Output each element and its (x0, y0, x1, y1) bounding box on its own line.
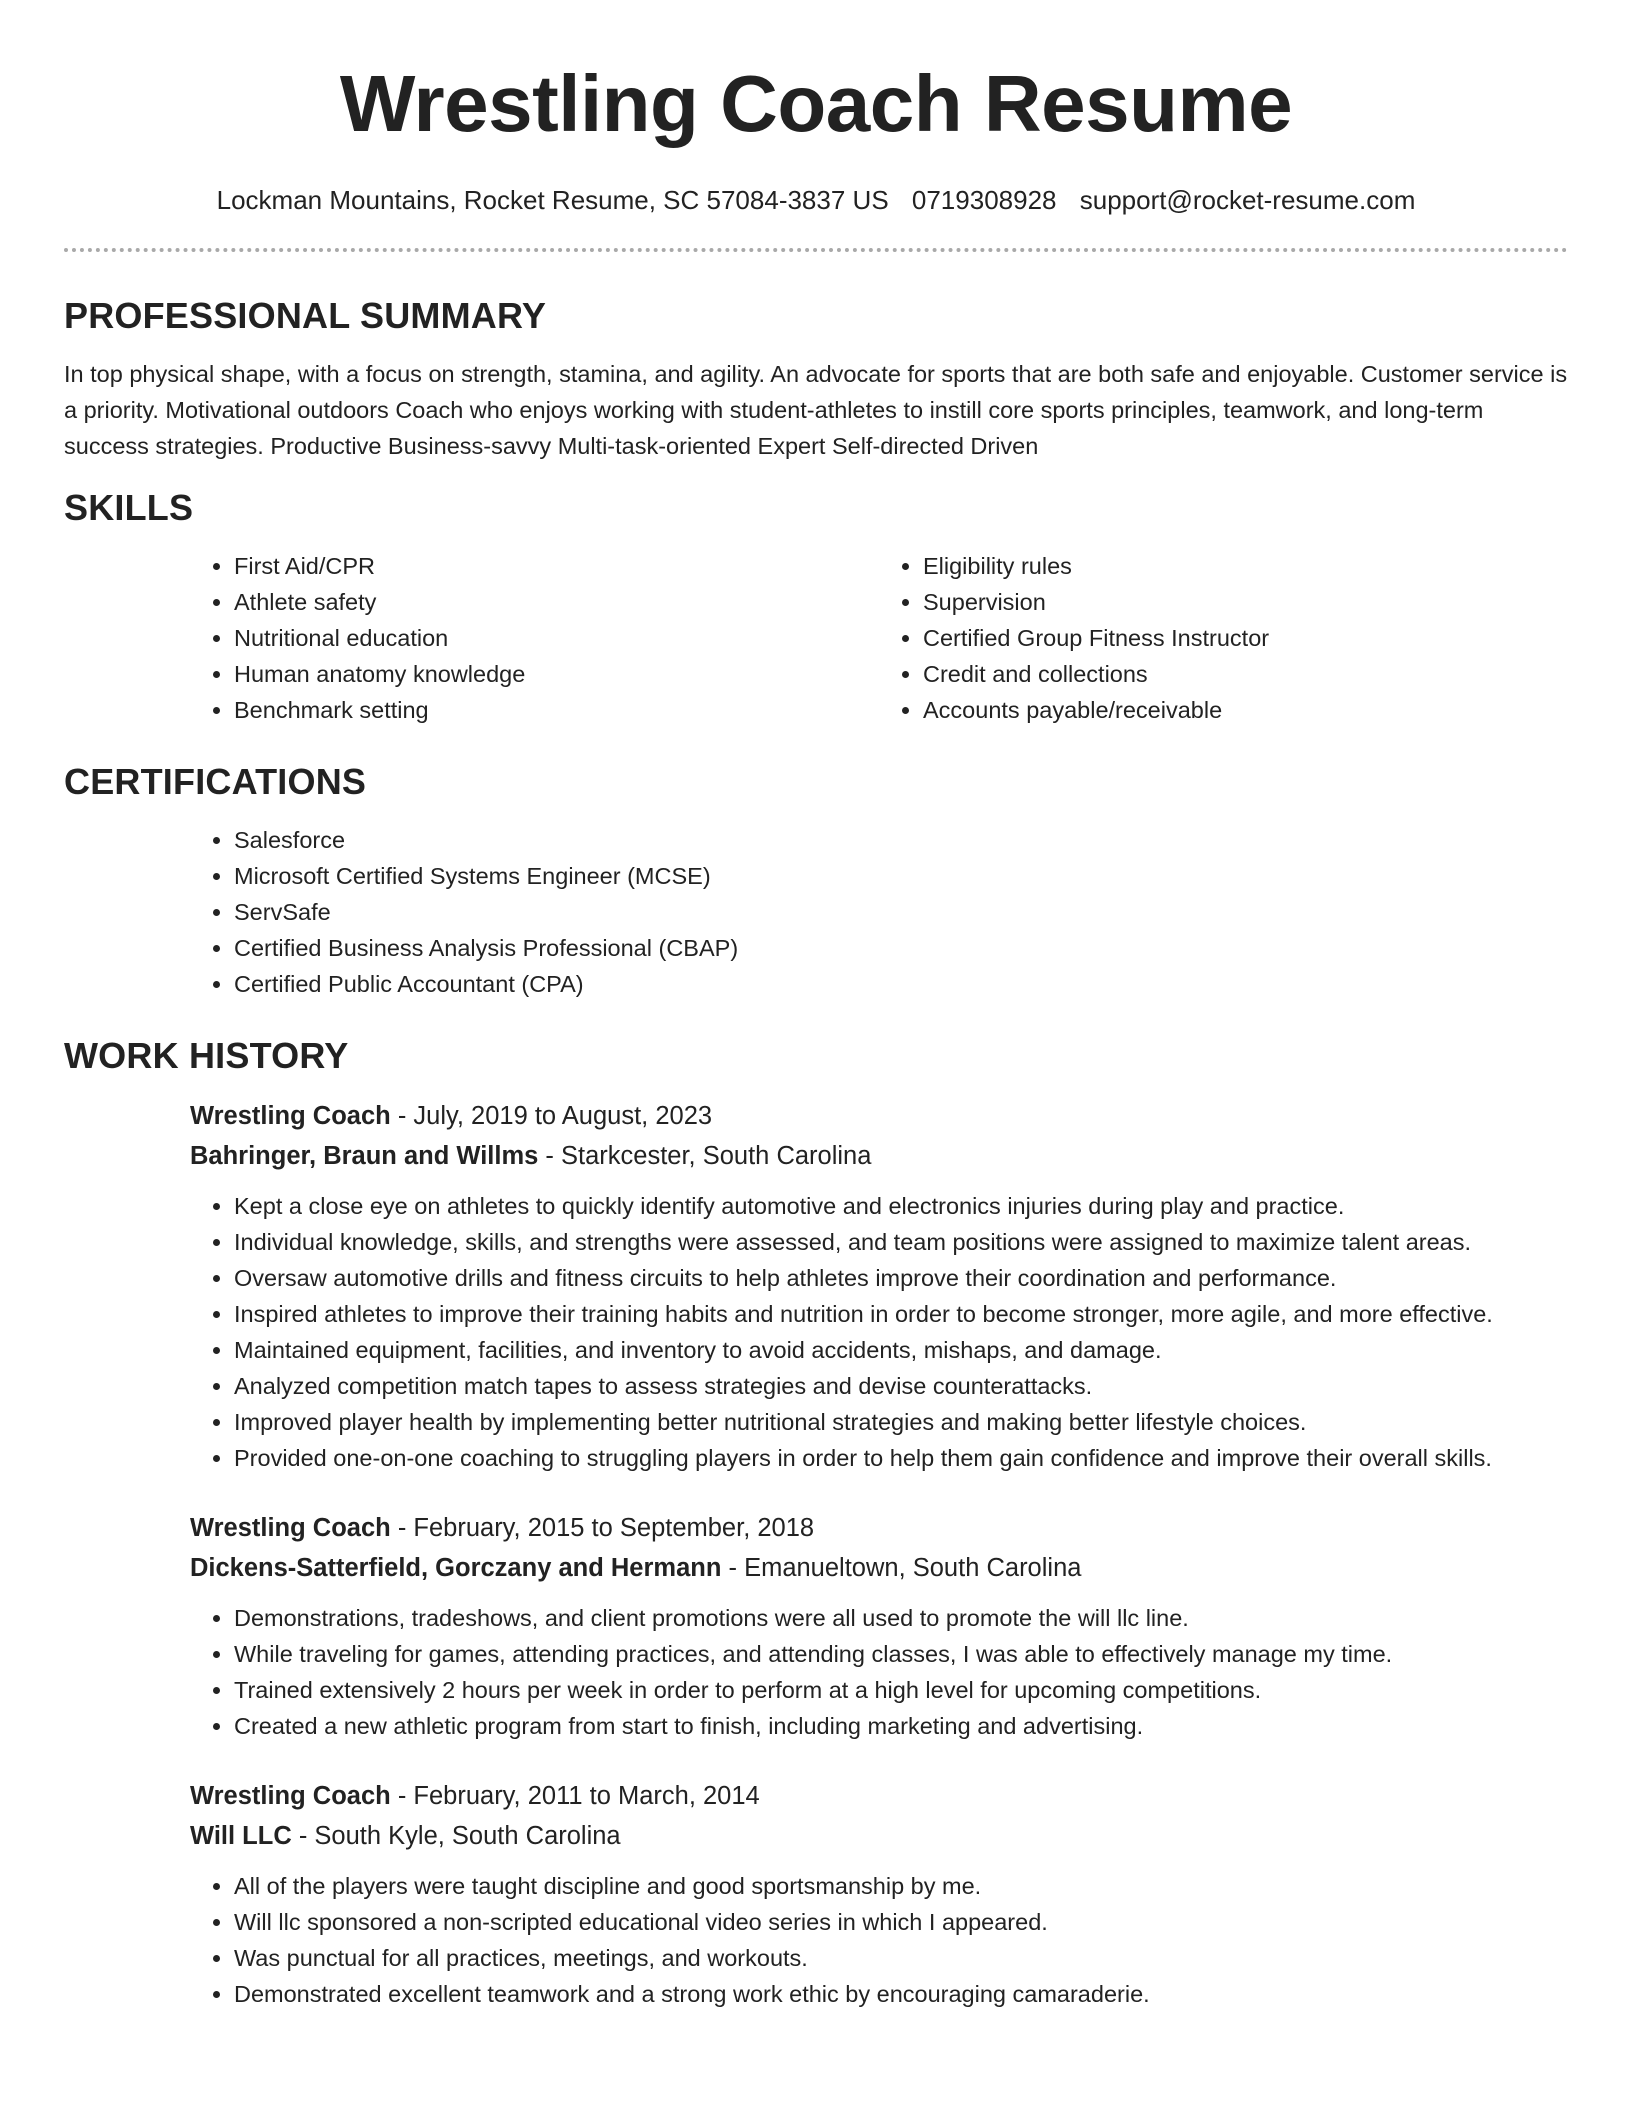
job-company: Dickens-Satterfield, Gorczany and Hermann (190, 1554, 722, 1582)
job-dates: - February, 2015 to September, 2018 (390, 1514, 815, 1542)
job-title-line (190, 1508, 1568, 1548)
contact-phone: 0719308928 (911, 185, 1057, 215)
job-company: Bahringer, Braun and Willms (190, 1142, 539, 1170)
summary-heading: PROFESSIONAL SUMMARY (64, 295, 547, 336)
certification-item: • Salesforce (234, 822, 1568, 858)
job-bullet: • Demonstrations, tradeshows, and client promotions were all used to promote the will llc line. (234, 1600, 1568, 1636)
job-title-line (190, 1776, 1568, 1816)
job-bullet: • Provided one-on-one coaching to struggling players in order to help them gain confidence and improve their overall skills. (234, 1440, 1568, 1476)
job-bullet: • Trained extensively 2 hours per week in order to perform at a high level for upcoming competitions. (234, 1672, 1568, 1708)
job-bullet: • All of the players were taught discipline and good sportsmanship by me. (234, 1868, 1568, 1904)
job-entry (190, 1776, 1568, 2012)
job-bullets (190, 1868, 1568, 2012)
job-bullet: • Created a new athletic program from start to finish, including marketing and advertising. (234, 1708, 1568, 1744)
job-dates: - February, 2011 to March, 2014 (390, 1782, 760, 1810)
skill-item: • Athlete safety (234, 584, 879, 620)
job-title: Wrestling Coach (190, 1782, 391, 1810)
job-entry (190, 1096, 1568, 1476)
job-bullet: • Kept a close eye on athletes to quickly identify automotive and electronics injuries during play and practice. (234, 1188, 1568, 1224)
job-location: - Starkcester, South Carolina (538, 1142, 872, 1170)
skill-item: • Nutritional education (234, 620, 879, 656)
job-bullet: • Inspired athletes to improve their training habits and nutrition in order to become stronger, more agile, and more effective. (234, 1296, 1568, 1332)
job-location: - South Kyle, South Carolina (291, 1822, 621, 1850)
skill-item: • Certified Group Fitness Instructor (923, 620, 1568, 656)
certifications-heading: CERTIFICATIONS (64, 761, 367, 802)
job-bullet: • Will llc sponsored a non-scripted educational video series in which I appeared. (234, 1904, 1568, 1940)
certification-item: • ServSafe (234, 894, 1568, 930)
skill-item: • Human anatomy knowledge (234, 656, 879, 692)
skill-item: • Supervision (923, 584, 1568, 620)
job-bullet: • Analyzed competition match tapes to assess strategies and devise counterattacks. (234, 1368, 1568, 1404)
job-title: Wrestling Coach (190, 1514, 391, 1542)
skill-item: • Benchmark setting (234, 692, 879, 728)
skills-heading: SKILLS (64, 487, 194, 528)
skills-list (190, 548, 1568, 728)
job-location: - Emanueltown, South Carolina (721, 1554, 1082, 1582)
skills-column-right (879, 548, 1568, 728)
certification-item: • Microsoft Certified Systems Engineer (MCSE) (234, 858, 1568, 894)
job-dates: - July, 2019 to August, 2023 (390, 1102, 713, 1130)
certification-item: • Certified Business Analysis Professional (CBAP) (234, 930, 1568, 966)
job-title-line (190, 1096, 1568, 1136)
contact-line (64, 180, 1568, 220)
job-bullet: • Was punctual for all practices, meetings, and workouts. (234, 1940, 1568, 1976)
job-bullets (190, 1188, 1568, 1476)
skills-column-left (190, 548, 879, 728)
job-bullet: • While traveling for games, attending practices, and attending classes, I was able to effectively manage my time. (234, 1636, 1568, 1672)
job-entry (190, 1508, 1568, 1744)
summary-text: In top physical shape, with a focus on strength, stamina, and agility. An advocate for sports that are both safe and enjoyable. Customer service is a priority. Motivational outdoors Coach who enjoys working with student-athletes to instill core sports principles, teamwork, and long-term success strategies. Productive Business-savvy Multi-task-oriented Expert Self-directed Driven (64, 361, 1568, 459)
header-divider (64, 248, 1568, 252)
job-bullet: • Demonstrated excellent teamwork and a strong work ethic by encouraging camaraderie. (234, 1976, 1568, 2012)
job-bullets (190, 1600, 1568, 1744)
skill-item: • Credit and collections (923, 656, 1568, 692)
contact-address: Lockman Mountains, Rocket Resume, SC 57084-3837 US (216, 185, 889, 215)
job-company: Will LLC (190, 1822, 292, 1850)
skill-item: • Eligibility rules (923, 548, 1568, 584)
resume-title: Wrestling Coach Resume (339, 59, 1293, 148)
work-history-heading: WORK HISTORY (64, 1035, 349, 1076)
job-bullet: • Maintained equipment, facilities, and inventory to avoid accidents, mishaps, and damage. (234, 1332, 1568, 1368)
job-bullet: • Individual knowledge, skills, and strengths were assessed, and team positions were assigned to maximize talent areas. (234, 1224, 1568, 1260)
job-title: Wrestling Coach (190, 1102, 391, 1130)
job-company-line (190, 1816, 1568, 1856)
job-bullet: • Oversaw automotive drills and fitness circuits to help athletes improve their coordination and performance. (234, 1260, 1568, 1296)
job-bullet: • Improved player health by implementing better nutritional strategies and making better lifestyle choices. (234, 1404, 1568, 1440)
contact-email: support@rocket-resume.com (1079, 185, 1416, 215)
certification-item: • Certified Public Accountant (CPA) (234, 966, 1568, 1002)
skill-item: • First Aid/CPR (234, 548, 879, 584)
job-company-line (190, 1548, 1568, 1588)
certifications-list (190, 822, 1568, 1002)
resume-page (64, 0, 1568, 2012)
job-company-line (190, 1136, 1568, 1176)
skill-item: • Accounts payable/receivable (923, 692, 1568, 728)
